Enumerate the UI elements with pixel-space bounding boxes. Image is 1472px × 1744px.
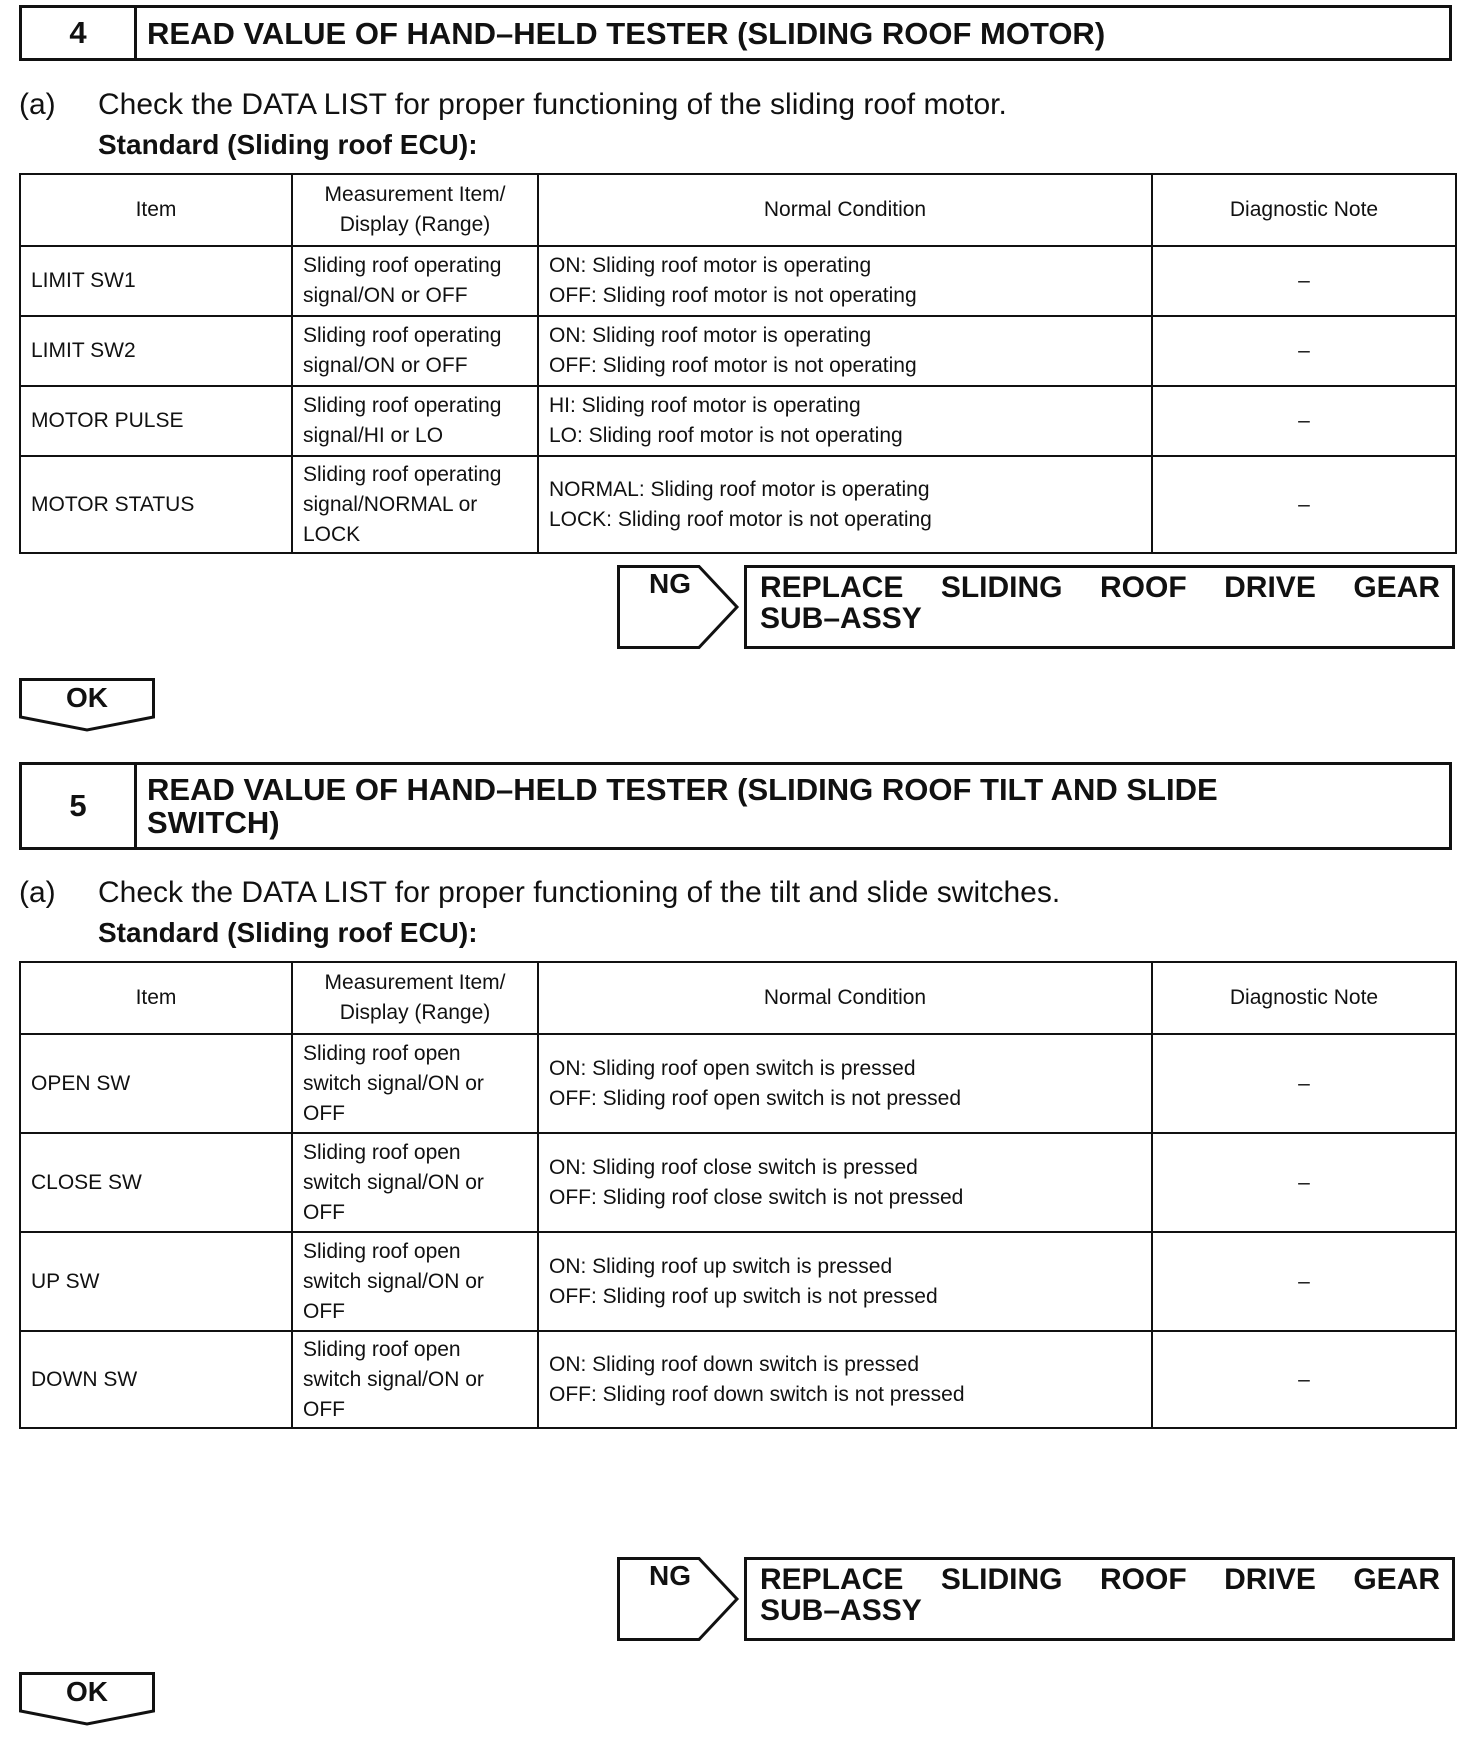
col-header-measurement [292,962,538,1034]
cell-line: Sliding roof operating [303,324,502,347]
cell-line: Sliding roof operating [303,462,502,486]
cell-line: OFF: Sliding roof down switch is not pressed [549,1382,965,1406]
cell-line: switch signal/ON or [303,1071,484,1095]
cell-line: ON: Sliding roof motor is operating [549,324,872,347]
cell-item: CLOSE SW [20,1133,292,1232]
cell-measurement [292,1133,538,1232]
cell-note: – [1152,316,1456,386]
cell-note: – [1152,1133,1456,1232]
standard-heading: Standard (Sliding roof ECU): [98,917,478,948]
cell-line: Sliding roof open [303,1337,461,1361]
cell-line: OFF: Sliding roof motor is not operating [549,284,917,307]
step-title [137,765,1449,847]
table-row [20,456,1456,553]
cell-item: MOTOR PULSE [20,386,292,456]
cell-line: ON: Sliding roof close switch is pressed [549,1155,918,1179]
header-line: Measurement Item/ [324,971,506,994]
cell-line: LO: Sliding roof motor is not operating [549,424,903,447]
cell-item: LIMIT SW2 [20,316,292,386]
cell-line: signal/HI or LO [303,424,444,447]
cell-line: NORMAL: Sliding roof motor is operating [549,477,930,501]
ok-label: OK [66,682,108,713]
step-5-data-table [19,961,1457,1429]
ng-action-box [744,565,1455,649]
cell-measurement [292,456,538,553]
step-title: READ VALUE OF HAND–HELD TESTER (SLIDING ROOF MOTOR) [147,15,1106,51]
cell-line: OFF: Sliding roof close switch is not pressed [549,1185,964,1209]
cell-line: OFF [303,1397,345,1421]
cell-line: OFF [303,1299,345,1323]
step-title-line: SWITCH) [147,805,280,840]
cell-condition [538,316,1152,386]
cell-line: ON: Sliding roof motor is operating [549,254,872,277]
col-header-item: Item [20,174,292,246]
header-line: Display (Range) [339,213,491,236]
step-5-ok-result [19,1672,155,1726]
cell-condition [538,1133,1152,1232]
col-header-measurement [292,174,538,246]
step-number: 4 [22,8,137,58]
cell-line: signal/ON or OFF [303,354,468,377]
table-row [20,1232,1456,1331]
cell-condition [538,1331,1152,1428]
cell-line: ON: Sliding roof up switch is pressed [549,1254,893,1278]
cell-line: OFF: Sliding roof open switch is not pressed [549,1086,962,1110]
step-4-ok-result [19,678,155,732]
instruction-text: Check the DATA LIST for proper functioning of the tilt and slide switches. [98,876,1061,909]
header-line: Display (Range) [339,1001,491,1024]
step-5-ng-result [617,1557,1455,1641]
cell-line: ON: Sliding roof down switch is pressed [549,1352,919,1376]
table-row [20,1034,1456,1133]
cell-measurement [292,246,538,316]
cell-line: Sliding roof operating [303,254,502,277]
cell-line: switch signal/ON or [303,1170,484,1194]
cell-note: – [1152,1232,1456,1331]
step-4-ng-result [617,565,1455,649]
cell-measurement [292,1232,538,1331]
cell-condition [538,456,1152,553]
cell-line: OFF [303,1200,345,1224]
cell-note: – [1152,386,1456,456]
col-header-item: Item [20,962,292,1034]
ok-label: OK [66,1676,108,1707]
table-header-row [20,174,1456,246]
cell-item: MOTOR STATUS [20,456,292,553]
cell-line: OFF: Sliding roof motor is not operating [549,354,917,377]
cell-line: ON: Sliding roof open switch is pressed [549,1056,916,1080]
cell-line: signal/NORMAL or [303,492,478,516]
table-row [20,1133,1456,1232]
col-header-diagnostic-note: Diagnostic Note [1152,174,1456,246]
cell-measurement [292,386,538,456]
cell-condition [538,1232,1152,1331]
cell-line: OFF: Sliding roof up switch is not pressed [549,1284,938,1308]
cell-line: signal/ON or OFF [303,284,468,307]
cell-line: Sliding roof open [303,1041,461,1065]
cell-note: – [1152,456,1456,553]
table-row [20,316,1456,386]
cell-item: UP SW [20,1232,292,1331]
table-row [20,386,1456,456]
table-header-row [20,962,1456,1034]
col-header-diagnostic-note: Diagnostic Note [1152,962,1456,1034]
cell-line: Sliding roof operating [303,394,502,417]
cell-line: HI: Sliding roof motor is operating [549,394,861,417]
cell-line: OFF [303,1101,345,1125]
ng-action-line: SUB–ASSY [760,1594,922,1627]
cell-measurement [292,1034,538,1133]
step-4-data-table [19,173,1457,554]
cell-measurement [292,1331,538,1428]
cell-condition [538,1034,1152,1133]
table-row [20,246,1456,316]
step-4-header [19,5,1452,61]
cell-line: switch signal/ON or [303,1269,484,1293]
instruction-label: (a) [19,876,56,909]
ng-action-line: REPLACE SLIDING ROOF DRIVE GEAR [760,1563,1440,1596]
cell-note: – [1152,1331,1456,1428]
cell-line: LOCK [303,522,361,546]
cell-line: switch signal/ON or [303,1367,484,1391]
cell-note: – [1152,1034,1456,1133]
standard-heading: Standard (Sliding roof ECU): [98,129,478,160]
instruction-label: (a) [19,88,56,121]
col-header-normal-condition: Normal Condition [538,174,1152,246]
cell-line: LOCK: Sliding roof motor is not operating [549,507,932,531]
table-row [20,1331,1456,1428]
header-line: Measurement Item/ [324,183,506,206]
ng-action-line: REPLACE SLIDING ROOF DRIVE GEAR [760,571,1440,604]
cell-line: Sliding roof open [303,1239,461,1263]
instruction-text: Check the DATA LIST for proper functioning of the sliding roof motor. [98,88,1007,121]
cell-item: OPEN SW [20,1034,292,1133]
ng-action-box [744,1557,1455,1641]
cell-item: LIMIT SW1 [20,246,292,316]
step-number: 5 [22,765,137,847]
cell-measurement [292,316,538,386]
cell-line: Sliding roof open [303,1140,461,1164]
cell-note: – [1152,246,1456,316]
ng-label: NG [649,1560,691,1591]
col-header-normal-condition: Normal Condition [538,962,1152,1034]
cell-condition [538,386,1152,456]
cell-condition [538,246,1152,316]
cell-item: DOWN SW [20,1331,292,1428]
ng-action-line: SUB–ASSY [760,602,922,635]
ng-label: NG [649,568,691,599]
step-5-header [19,762,1452,850]
step-title-line: READ VALUE OF HAND–HELD TESTER (SLIDING ROOF TILT AND SLIDE [147,772,1218,807]
